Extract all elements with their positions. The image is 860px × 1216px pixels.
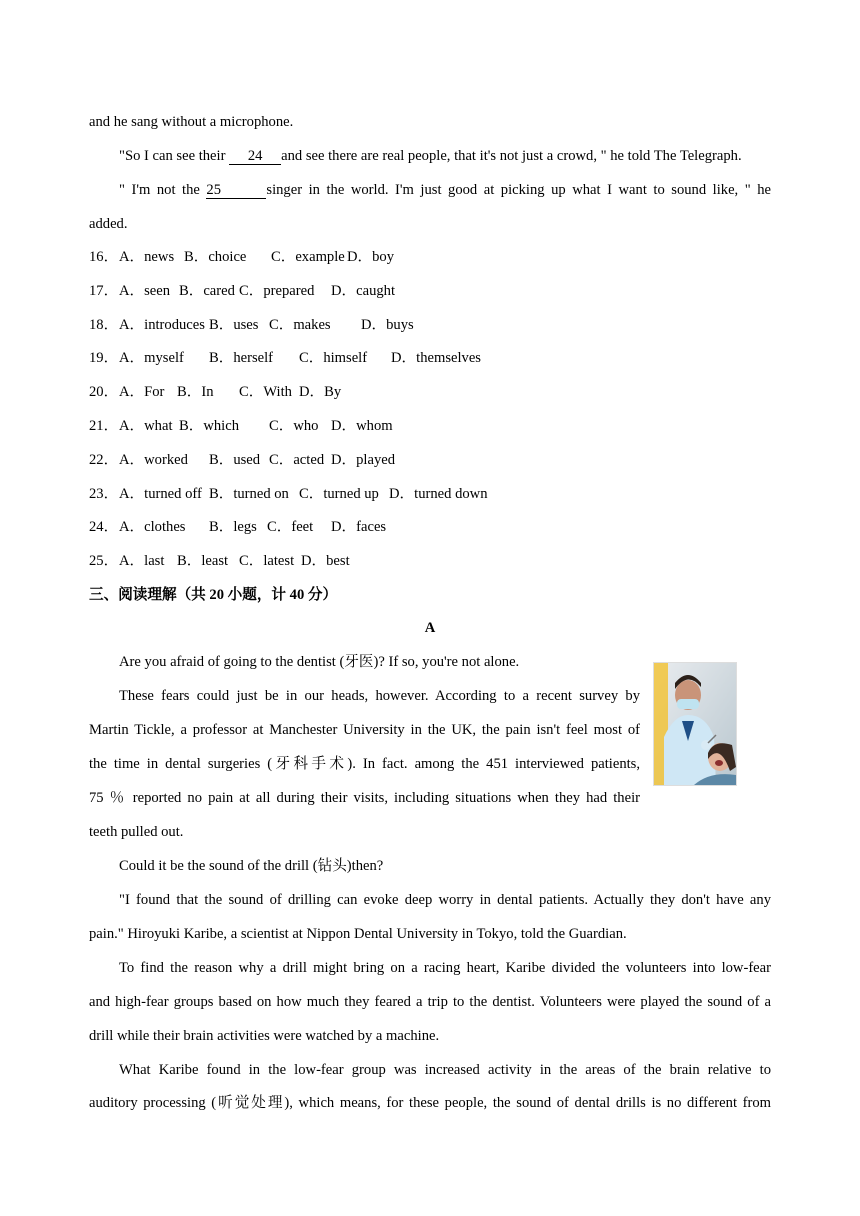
question-number: 19． <box>89 350 119 366</box>
passage-line: and he sang without a microphone. <box>89 114 294 130</box>
option-c: C．feet <box>267 519 314 535</box>
option-a: A．news <box>119 249 175 265</box>
option-a: A．seen <box>119 283 171 299</box>
text-span: "So I can see their <box>119 148 230 164</box>
paragraph-line: the time in dental surgeries (牙科手术). In fact. among the 451 interviewed patients, <box>89 756 640 772</box>
paragraph-line: auditory processing (听觉处理), which means, for these people, the sound of dental drills is no different from <box>89 1095 771 1111</box>
option-c: C．prepared <box>239 283 315 299</box>
option-b: B．cared <box>179 283 235 299</box>
paragraph-line: What Karibe found in the low-fear group was increased activity in the areas of the brain relative to <box>119 1062 771 1078</box>
passage-line <box>119 181 771 199</box>
paragraph-line: Could it be the sound of the drill (钻头)then? <box>119 858 384 874</box>
option-c: C．With <box>239 384 292 400</box>
question-number: 18． <box>89 317 119 333</box>
option-b: B．choice <box>184 249 247 265</box>
option-c: C．makes <box>269 317 331 333</box>
option-a: A．what <box>119 418 173 434</box>
question-number: 25． <box>89 553 119 569</box>
paragraph-line: "I found that the sound of drilling can evoke deep worry in dental patients. Actually they don't have any <box>119 892 771 908</box>
passage-line: added. <box>89 216 128 232</box>
option-d: D．boy <box>347 249 395 265</box>
question-number: 16． <box>89 249 119 265</box>
text-span: and see there are real people, that it's not just a crowd, " he told The Telegraph. <box>281 148 742 164</box>
dentist-illustration <box>654 663 736 785</box>
option-b: B．herself <box>209 350 274 366</box>
question-number: 22． <box>89 452 119 468</box>
question-number: 24． <box>89 519 119 535</box>
text-span: " I'm not the <box>119 182 207 198</box>
option-d: D．whom <box>331 418 393 434</box>
option-a: A．turned off <box>119 486 202 502</box>
option-d: D．buys <box>361 317 414 333</box>
question-number: 23． <box>89 486 119 502</box>
option-c: C．acted <box>269 452 325 468</box>
dentist-photo <box>653 662 737 786</box>
option-a: A．worked <box>119 452 188 468</box>
paragraph-line: To find the reason why a drill might bring on a racing heart, Karibe divided the volunteers into low-fear <box>119 960 771 976</box>
question-number: 21． <box>89 418 119 434</box>
question-number: 17． <box>89 283 119 299</box>
option-d: D．caught <box>331 283 396 299</box>
passage-line <box>119 147 742 165</box>
option-a: A．introduces <box>119 317 205 333</box>
option-a: A．For <box>119 384 165 400</box>
blank-24: 24 <box>229 148 281 165</box>
option-a: A．clothes <box>119 519 186 535</box>
paragraph-line: Are you afraid of going to the dentist (牙医)? If so, you're not alone. <box>119 654 520 670</box>
option-b: B．turned on <box>209 486 289 502</box>
option-d: D．played <box>331 452 396 468</box>
option-c: C．latest <box>239 553 295 569</box>
paragraph-line: These fears could just be in our heads, however. According to a recent survey by <box>119 688 640 704</box>
paragraph-line: teeth pulled out. <box>89 824 184 840</box>
paragraph-line: drill while their brain activities were watched by a machine. <box>89 1028 440 1044</box>
blank-25: 25 <box>206 182 266 199</box>
section-heading: 三、阅读理解（共 20 小题，计 40 分） <box>89 587 338 603</box>
option-d: D．best <box>301 553 350 569</box>
paragraph-line: and high-fear groups based on how much they feared a trip to the dentist. Volunteers were played the sound of a <box>89 994 771 1010</box>
option-b: B．In <box>177 384 214 400</box>
option-a: A．myself <box>119 350 184 366</box>
option-d: D．turned down <box>389 486 488 502</box>
option-b: B．which <box>179 418 239 434</box>
passage-label: A <box>424 620 436 636</box>
paragraph-line: 75 ％ reported no pain at all during their visits, including situations when they had their <box>89 790 640 806</box>
option-d: D．faces <box>331 519 387 535</box>
option-c: C．himself <box>299 350 368 366</box>
option-c: C．example <box>271 249 345 265</box>
question-number: 20． <box>89 384 119 400</box>
option-d: D．By <box>299 384 342 400</box>
option-b: B．legs <box>209 519 257 535</box>
option-b: B．least <box>177 553 229 569</box>
option-a: A．last <box>119 553 165 569</box>
paragraph-line: Martin Tickle, a professor at Manchester University in the UK, the pain isn't feel most of <box>89 722 640 738</box>
option-b: B．used <box>209 452 261 468</box>
paragraph-line: pain." Hiroyuki Karibe, a scientist at Nippon Dental University in Tokyo, told the Guardian. <box>89 926 627 942</box>
option-d: D．themselves <box>391 350 481 366</box>
option-b: B．uses <box>209 317 259 333</box>
option-c: C．turned up <box>299 486 379 502</box>
option-c: C．who <box>269 418 319 434</box>
text-span: singer in the world. I'm just good at picking up what I want to sound like, " he <box>266 182 771 198</box>
